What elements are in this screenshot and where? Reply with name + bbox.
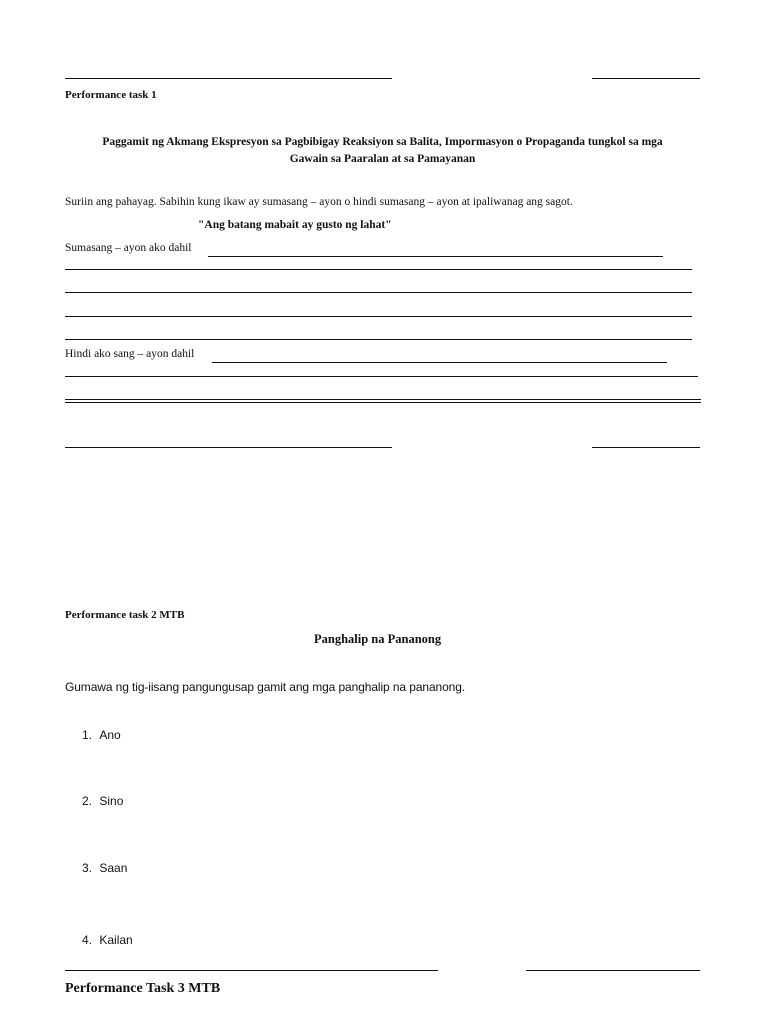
list-item-word: Sino [99,794,124,808]
task2-heading: Performance task 2 MTB [65,609,185,621]
list-item-number: 4. [82,933,93,947]
list-item [82,933,133,947]
list-item-number: 1. [82,728,93,742]
list-item [82,861,127,875]
name-line [65,447,392,448]
list-item-word: Kailan [99,933,133,947]
task1-instruction: Suriin ang pahayag. Sabihin kung ikaw ay sumasang – ayon o hindi sumasang – ayon at ipaliwanag ang sagot. [65,196,573,208]
agree-answer-line[interactable] [208,256,663,257]
disagree-answer-line[interactable] [212,362,667,363]
answer-line-double[interactable] [65,399,701,403]
list-item-number: 2. [82,794,93,808]
task1-title [65,134,700,168]
answer-line[interactable] [65,292,692,293]
list-item-number: 3. [82,861,93,875]
answer-line[interactable] [65,339,692,340]
task1-title-line1: Paggamit ng Akmang Ekspresyon sa Pagbibigay Reaksiyon sa Balita, Impormasyon o Propaganda tungkol sa mga [102,136,663,148]
agree-prompt: Sumasang – ayon ako dahil [65,242,192,254]
date-line [592,447,700,448]
list-item [82,728,121,742]
list-item-word: Saan [99,861,128,875]
list-item-word: Ano [99,728,121,742]
disagree-prompt: Hindi ako sang – ayon dahil [65,348,195,360]
task2-instruction: Gumawa ng tig-iisang pangungusap gamit ang mga panghalip na pananong. [65,680,466,694]
task2-title: Panghalip na Pananong [314,632,442,646]
answer-line[interactable] [65,316,692,317]
answer-line[interactable] [65,269,692,270]
task1-title-line2: Gawain sa Paaralan at sa Pamayanan [289,153,476,165]
name-line [65,970,438,971]
task1-heading: Performance task 1 [65,89,157,101]
list-item [82,794,123,808]
answer-line[interactable] [65,376,698,377]
name-line [65,78,392,79]
date-line [592,78,700,79]
date-line [526,970,700,971]
task1-quote: "Ang batang mabait ay gusto ng lahat" [198,219,392,231]
task3-heading: Performance Task 3 MTB [65,981,221,996]
